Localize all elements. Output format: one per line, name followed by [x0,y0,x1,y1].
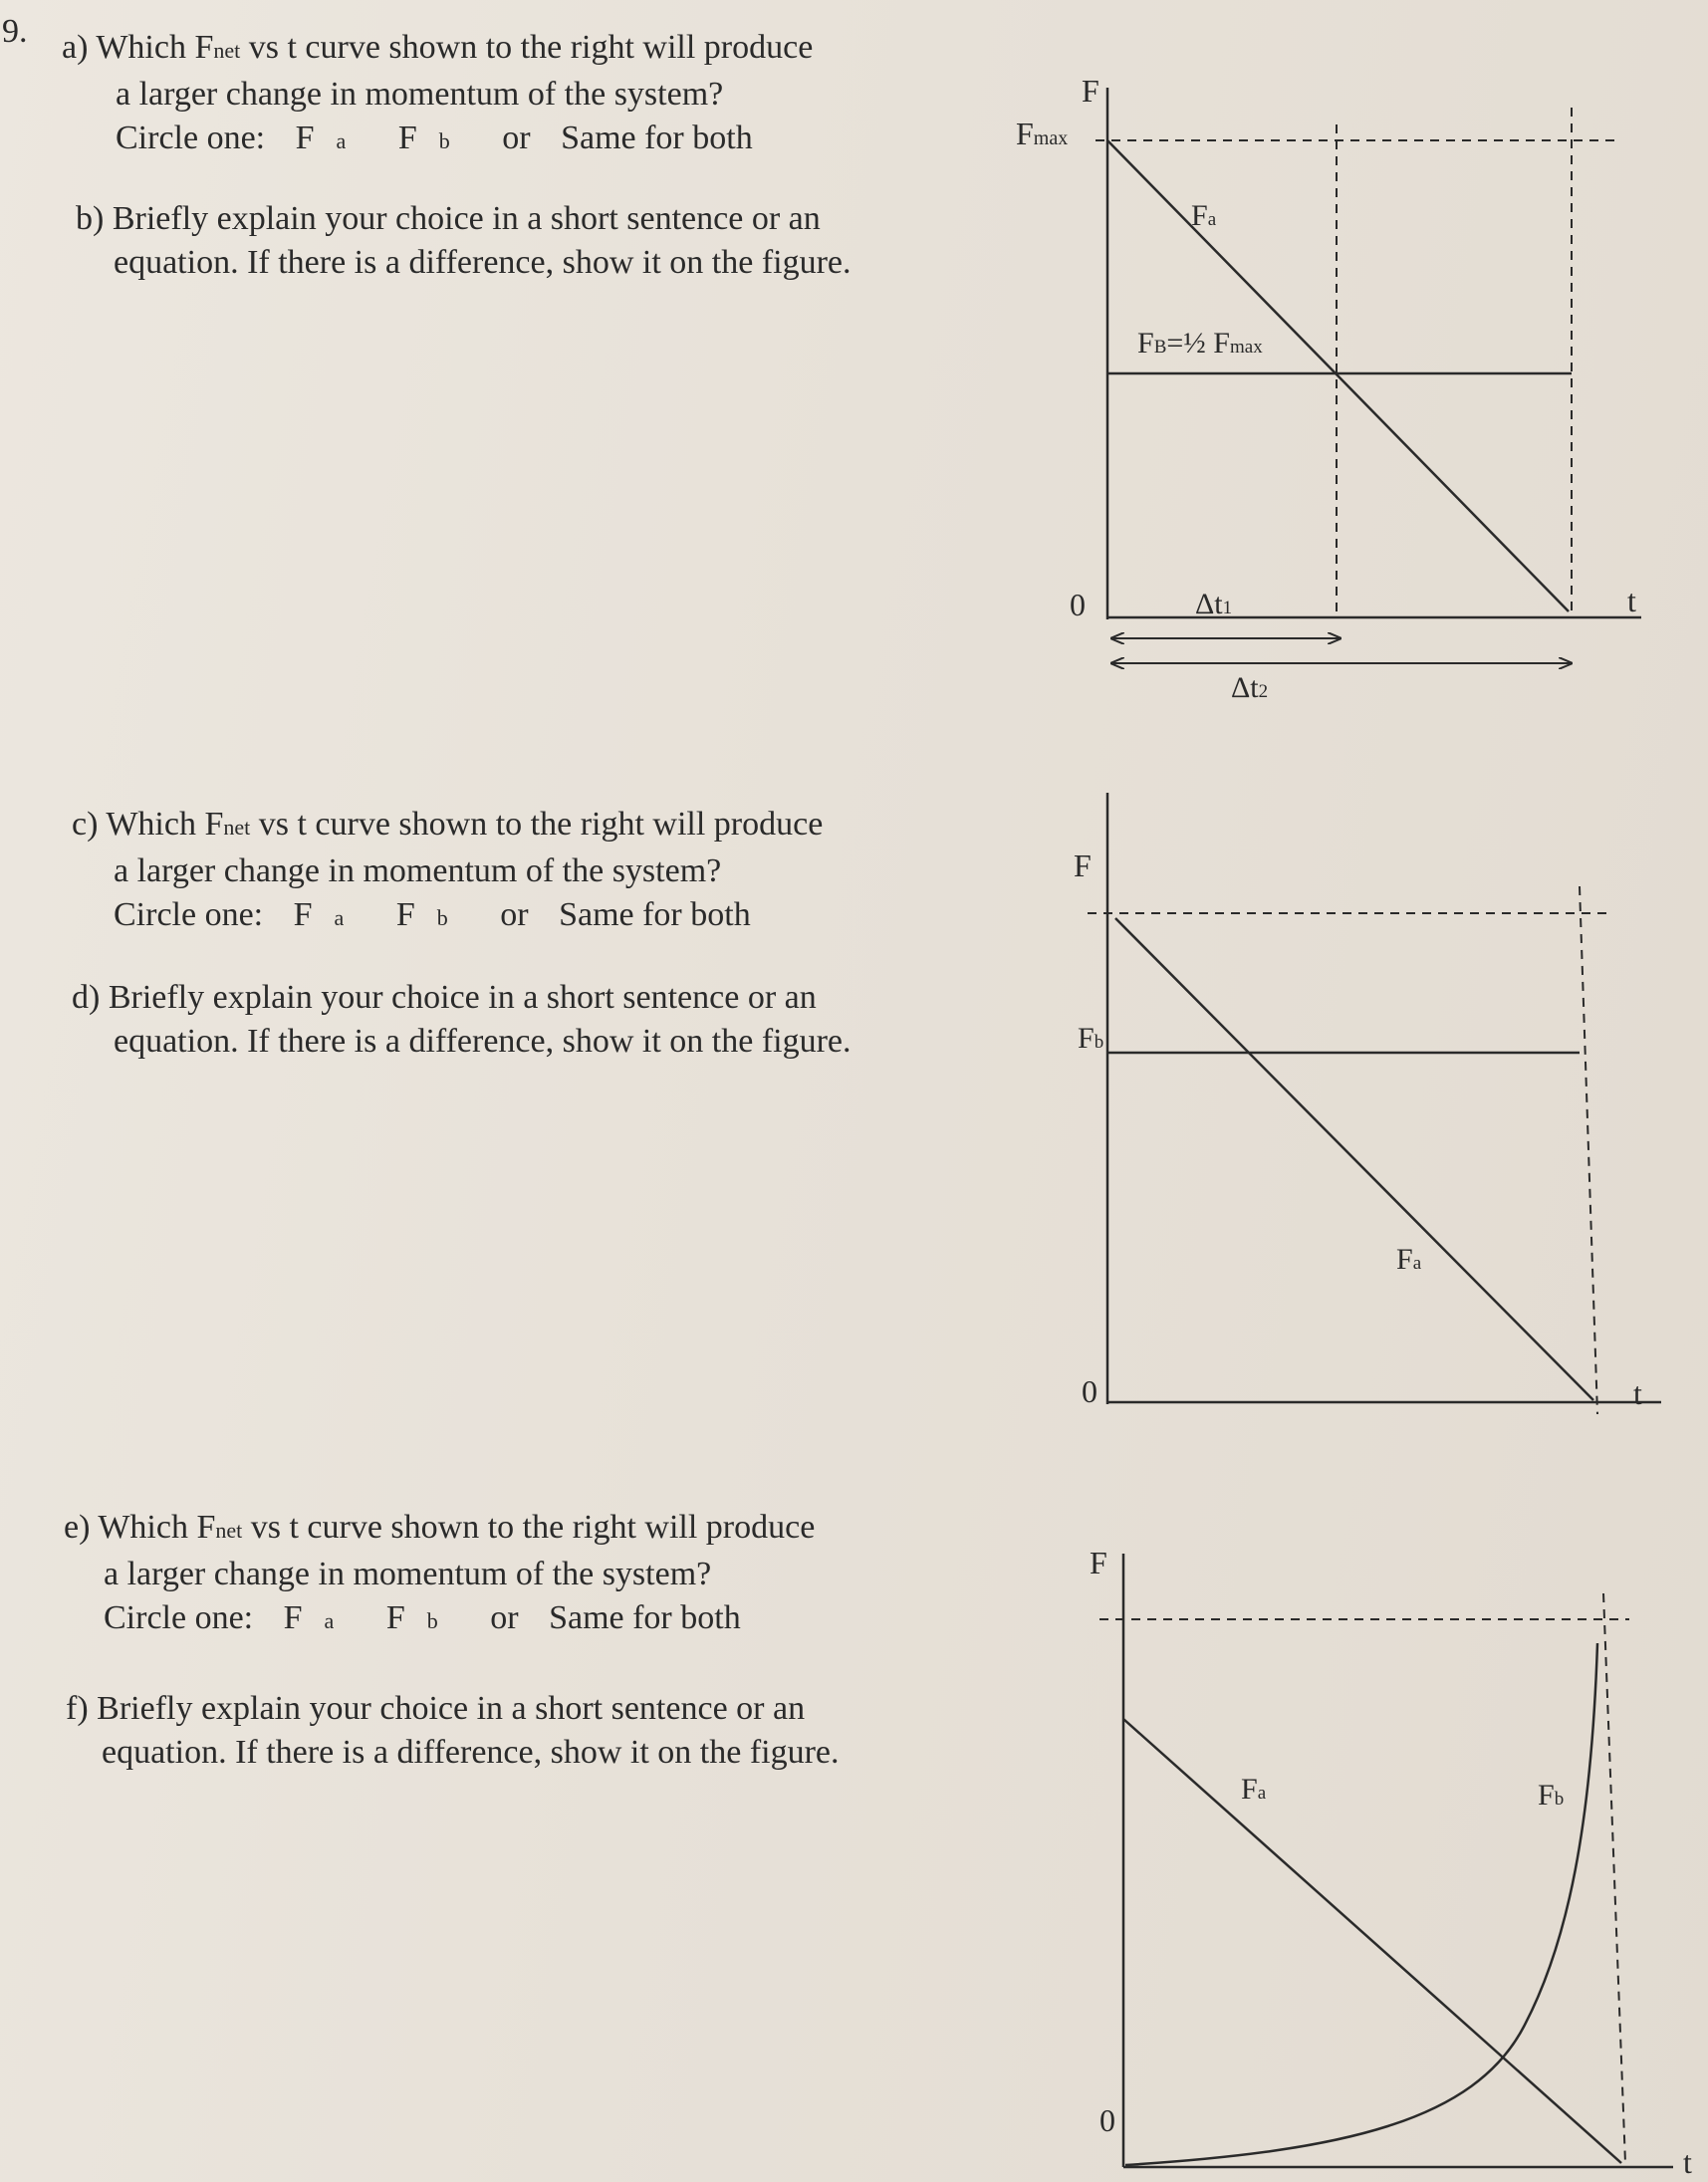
g3-t-label: t [1683,2144,1692,2180]
g1-dt1-label: Δt1 [1195,588,1233,620]
option-fa[interactable]: F a [293,896,345,933]
g1-dt2-label: Δt2 [1231,671,1269,704]
graph-2 [1088,793,1661,1414]
graph-1 [1096,88,1641,663]
g2-zero-label: 0 [1082,1373,1098,1409]
g2-fb-label: Fb [1078,1022,1104,1055]
circle-options-c: Circle one: F a F b or Same for both [114,896,751,933]
g2-y-label: F [1074,848,1092,883]
g1-zero-label: 0 [1070,587,1086,622]
option-fb[interactable]: F b [397,120,450,156]
question-number: 9. [2,13,28,50]
part-f: f) Briefly explain your choice in a short sentence or an equation. If there is a difference, show it on the figure. [66,1690,840,1771]
option-same[interactable]: Same for both [561,120,753,156]
g2-fa-line [1115,918,1593,1400]
g2-fa-label: Fa [1396,1243,1422,1276]
g3-fb-label: Fb [1538,1779,1565,1812]
g3-y-label: F [1090,1545,1107,1580]
g2-t-label: t [1633,1375,1642,1411]
g1-fb-label: FB=½ Fmax [1137,327,1263,360]
g1-fa-line [1107,140,1569,611]
option-fb[interactable]: F b [385,1599,438,1636]
part-b: b) Briefly explain your choice in a short sentence or an equation. If there is a difference, show it on the figure. [76,200,852,281]
g2-end-dashed [1580,886,1597,1414]
g3-zero-label: 0 [1099,2102,1115,2138]
option-fa[interactable]: F a [295,120,347,156]
g3-end-dashed [1603,1593,1625,2163]
part-e: e) Which Fnet vs t curve shown to the right will produce a larger change in momentum of the system? Circle one: F a F b or Same for both [64,1506,815,1643]
option-fa[interactable]: F a [283,1599,335,1636]
g3-fa-label: Fa [1241,1773,1267,1806]
part-d: d) Briefly explain your choice in a short sentence or an equation. If there is a difference, show it on the figure. [72,979,852,1060]
g1-y-label: F [1082,73,1099,109]
g1-t-label: t [1627,583,1636,618]
graph-3 [1099,1554,1673,2167]
option-same[interactable]: Same for both [549,1599,741,1636]
g3-fb-curve [1125,1643,1597,2165]
part-c: c) Which Fnet vs t curve shown to the right will produce a larger change in momentum of the system? Circle one: F a F b or Same for both [72,803,823,940]
option-fb[interactable]: F b [395,896,448,933]
circle-options-a: Circle one: F a F b or Same for both [116,120,753,156]
circle-options-e: Circle one: F a F b or Same for both [104,1599,741,1636]
option-same[interactable]: Same for both [559,896,751,933]
g1-fa-label: Fa [1191,199,1217,232]
g1-fmax-label: Fmax [1016,116,1069,151]
part-a: a) Which Fnet vs t curve shown to the right will produce a larger change in momentum of the system? Circle one: F a F b or Same for both [62,26,813,163]
